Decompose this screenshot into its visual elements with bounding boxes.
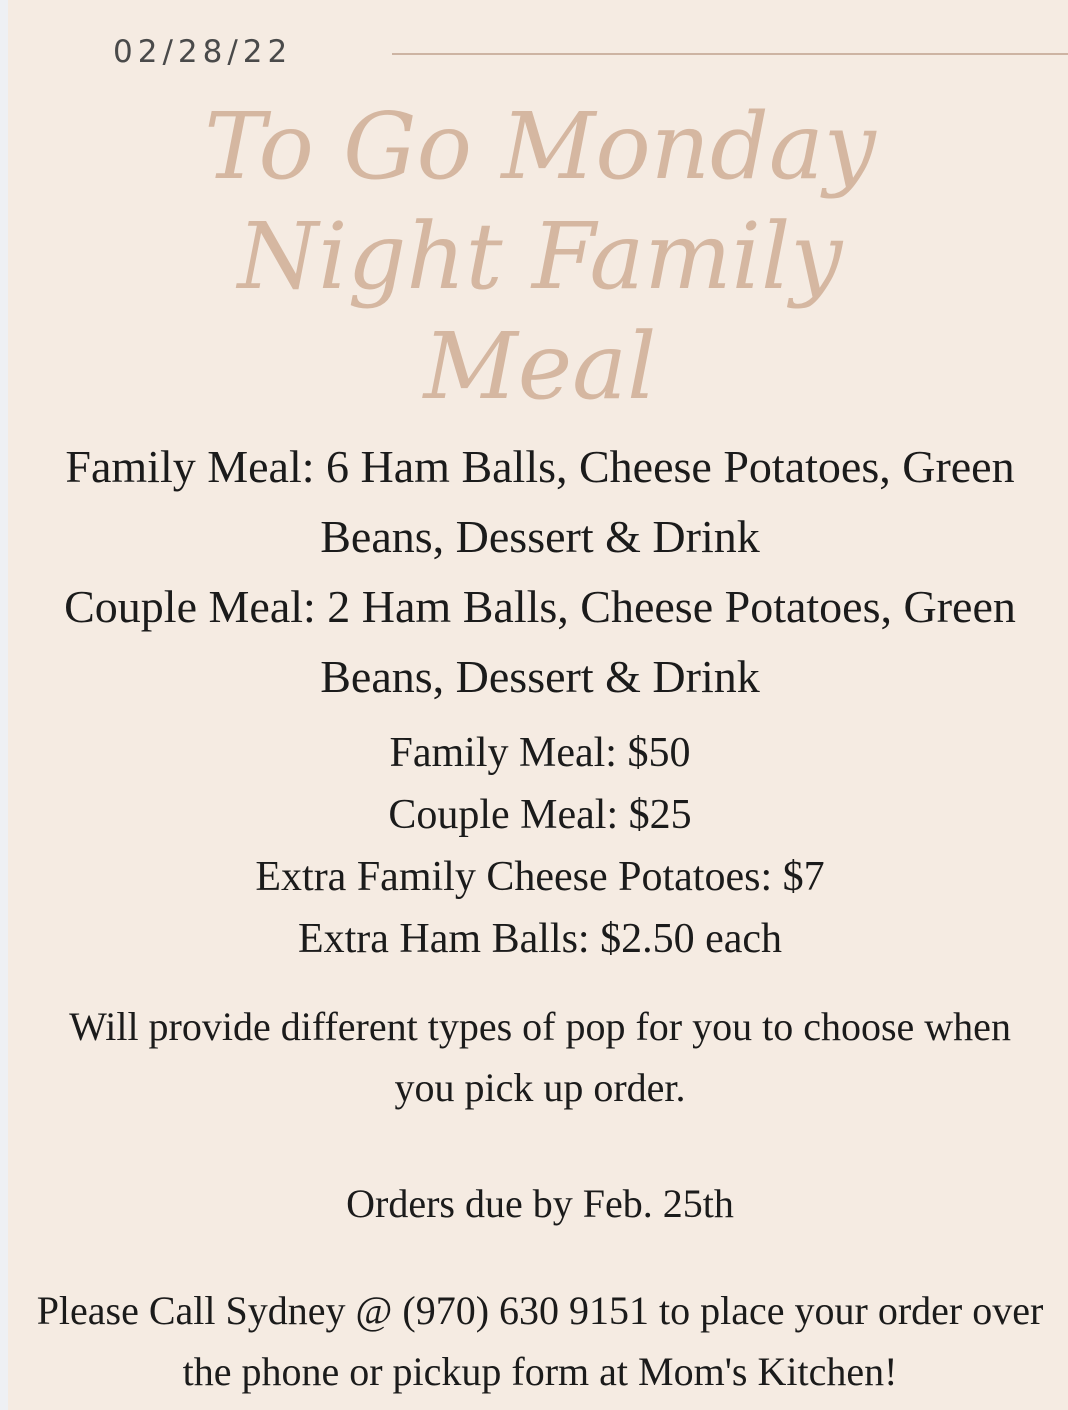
orders-due: Orders due by Feb. 25th (346, 1181, 734, 1226)
price-extra-potatoes: Extra Family Cheese Potatoes: $7 (255, 854, 825, 900)
price-extra-ham-balls: Extra Ham Balls: $2.50 each (297, 916, 783, 962)
contact-info (0, 1280, 1068, 1402)
title-line-1: To Go Monday (204, 93, 876, 200)
price-couple-meal: Couple Meal: $25 (388, 792, 692, 838)
price-list (0, 722, 1068, 970)
pop-note-line-2: you pick up order. (394, 1065, 686, 1110)
couple-meal-line-2: Beans, Dessert & Drink (320, 651, 760, 702)
title-line-2: Night Family (237, 203, 843, 310)
pop-note (0, 996, 1068, 1118)
flyer-title (0, 92, 1068, 422)
couple-meal-line-1: Couple Meal: 2 Ham Balls, Cheese Potatoes, Green (64, 581, 1016, 632)
title-line-3: Meal (423, 313, 657, 420)
date-label: 02/28/22 (113, 34, 293, 70)
family-meal-line-1: Family Meal: 6 Ham Balls, Cheese Potatoes, Green (65, 441, 1015, 492)
contact-line-1: Please Call Sydney @ (970) 630 9151 to place your order over (36, 1288, 1044, 1333)
family-meal-line-2: Beans, Dessert & Drink (320, 511, 760, 562)
contact-line-2: the phone or pickup form at Mom's Kitchen! (182, 1349, 898, 1394)
price-family-meal: Family Meal: $50 (389, 730, 691, 776)
header-divider (392, 53, 1068, 55)
pop-note-line-1: Will provide different types of pop for you to choose when (69, 1004, 1011, 1049)
meal-descriptions (0, 432, 1068, 712)
